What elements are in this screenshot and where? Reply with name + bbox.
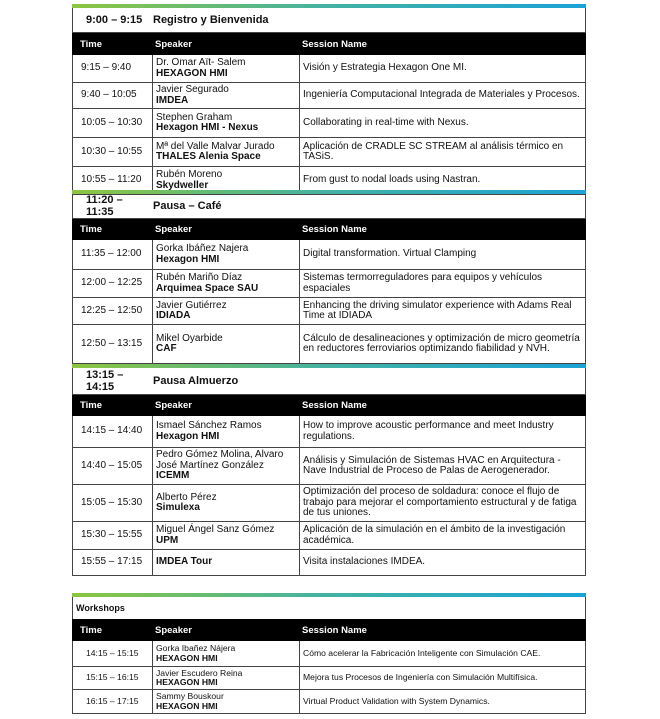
table-row	[72, 550, 586, 576]
speaker-org: IMDEA Tour	[156, 556, 213, 568]
speaker-name: Javier Gutiérrez	[156, 299, 227, 311]
row-session: Cómo acelerar la Fabricación Inteligente con Simulación CAE.	[303, 647, 541, 658]
speaker-org: IDIADA	[156, 310, 191, 321]
row-session: Visita instalaciones IMDEA.	[303, 556, 426, 568]
speaker-org: HEXAGON HMI	[156, 677, 218, 687]
table-row	[72, 690, 586, 714]
speaker-org: Hexagon HMI	[156, 430, 220, 442]
table-row	[72, 298, 586, 325]
table-row	[72, 325, 586, 364]
header-speaker: Speaker	[155, 38, 192, 50]
speaker-name: Gorka Ibáñez Najera	[156, 243, 249, 254]
row-speaker	[153, 690, 300, 713]
speaker-name: Gorka Ibañez Nájera	[156, 643, 236, 653]
band-label: Pausa Almuerzo	[153, 375, 239, 387]
row-time: 10:55 – 11:20	[73, 167, 153, 194]
header-speaker: Speaker	[155, 224, 192, 235]
row-time: 14:40 – 15:05	[73, 448, 153, 484]
header-time: Time	[80, 624, 103, 636]
table-header	[72, 33, 586, 55]
row-session: Digital transformation. Virtual Clamping	[303, 248, 477, 260]
row-time: 15:05 – 15:30	[73, 485, 153, 521]
band-label: Pausa – Café	[153, 200, 222, 212]
row-speaker	[153, 138, 300, 166]
speaker-org: Hexagon HMI - Nexus	[156, 122, 259, 133]
table-row	[72, 55, 586, 83]
table-row	[72, 485, 586, 522]
workshops-title: Workshops	[72, 597, 586, 619]
speaker-org: HEXAGON HMI	[156, 652, 218, 663]
speaker-org: Skydweller	[156, 179, 209, 191]
row-session: Aplicación de CRADLE SC STREAM al análisis térmico en TASiS.	[303, 140, 564, 162]
speaker-name: Javier Escudero Reina	[156, 667, 243, 678]
row-time: 10:30 – 10:55	[73, 138, 153, 166]
row-time: 9:15 – 9:40	[73, 55, 153, 82]
table-row	[72, 270, 586, 298]
speaker-name: Dr. Omar Aït- Salem	[156, 57, 246, 68]
speaker-org: CAF	[156, 343, 177, 354]
header-speaker: Speaker	[155, 400, 192, 411]
header-speaker: Speaker	[155, 624, 192, 636]
table-row	[72, 416, 586, 448]
row-session: Virtual Product Validation with System Dynamics.	[303, 695, 490, 706]
row-session: Visión y Estrategia Hexagon One MI.	[303, 62, 467, 74]
row-time: 12:25 – 12:50	[73, 298, 153, 324]
table-row	[72, 641, 586, 667]
speaker-org: Simulexa	[156, 502, 200, 513]
band-row	[72, 194, 586, 219]
speaker-org: THALES Alenia Space	[156, 151, 261, 162]
speaker-name: Sammy Bouskour	[156, 691, 224, 701]
speaker-org: Arquimea Space SAU	[156, 282, 259, 294]
row-speaker	[153, 270, 300, 297]
table-header	[72, 219, 586, 240]
row-time: 16:15 – 17:15	[73, 690, 153, 713]
speaker-name: Mikel Oyarbide	[156, 332, 223, 344]
speaker-org: Hexagon HMI	[156, 253, 220, 265]
row-speaker	[153, 522, 300, 549]
row-speaker	[153, 667, 300, 689]
row-speaker	[153, 240, 300, 269]
speaker-name: Rubén Moreno	[156, 169, 223, 180]
agenda-block-2	[72, 190, 586, 364]
row-session: How to improve acoustic performance and meet Industry regulations.	[303, 420, 554, 442]
band-row	[72, 368, 586, 395]
band-time: 13:15 – 14:15	[86, 369, 124, 393]
workshops-block	[72, 593, 586, 714]
row-speaker	[153, 298, 300, 324]
speaker-org: HEXAGON HMI	[156, 67, 228, 79]
speaker-org: UPM	[156, 534, 179, 546]
header-time: Time	[80, 38, 103, 50]
speaker-name: Mª del Valle Malvar Jurado	[156, 140, 275, 152]
agenda-block-3	[72, 364, 586, 576]
row-time: 12:00 – 12:25	[73, 270, 153, 297]
row-time: 15:15 – 16:15	[73, 667, 153, 689]
row-time: 12:50 – 13:15	[73, 325, 153, 363]
agenda-block-1	[72, 4, 586, 195]
speaker-name: Ismael Sánchez Ramos	[156, 420, 262, 431]
header-time: Time	[80, 400, 103, 411]
row-speaker	[153, 109, 300, 137]
row-session: Aplicación de la simulación en el ámbito de la investigación académica.	[303, 524, 566, 546]
row-speaker	[153, 55, 300, 82]
row-session: Optimización del proceso de soldadura: conoce el flujo de trabajo para mejorar el comportamiento estructural y de fatiga de tus uniones.	[303, 486, 577, 519]
row-session: Collaborating in real-time with Nexus.	[303, 116, 469, 128]
speaker-name: Javier Segurado	[156, 84, 229, 95]
speaker-org: IMDEA	[156, 94, 189, 106]
row-time: 14:15 – 14:40	[73, 416, 153, 447]
row-time: 15:55 – 17:15	[73, 550, 153, 575]
table-row	[72, 522, 586, 550]
table-row	[72, 240, 586, 270]
header-session: Session Name	[302, 400, 367, 411]
header-time: Time	[80, 224, 103, 235]
speaker-org: HEXAGON HMI	[156, 700, 218, 711]
speaker-name: Alberto Pérez	[156, 491, 217, 503]
table-row	[72, 667, 586, 690]
row-speaker	[153, 416, 300, 447]
row-speaker	[153, 550, 300, 575]
speaker-name: Stephen Graham	[156, 111, 233, 123]
row-speaker	[153, 83, 300, 108]
table-header	[72, 619, 586, 641]
row-session: Sistemas termorreguladores para equipos y vehículos espaciales	[303, 272, 543, 294]
row-time: 14:15 – 15:15	[73, 641, 153, 666]
header-session: Session Name	[302, 224, 367, 235]
row-session: Ingeniería Computacional Integrada de Materiales y Procesos.	[303, 89, 580, 101]
header-session: Session Name	[302, 624, 367, 636]
band-row	[72, 8, 586, 33]
row-speaker	[153, 325, 300, 363]
band-time: 11:20 – 11:35	[86, 194, 123, 218]
table-row	[72, 109, 586, 138]
row-time: 10:05 – 10:30	[73, 109, 153, 137]
row-session: Cálculo de desalineaciones y optimización de micro geometría en reductores ferroviarios optimizando fiabilidad y NVH.	[303, 332, 580, 354]
row-session: Análisis y Simulación de Sistemas HVAC en Arquitectura - Nave Industrial de Proceso de Palas de Aerogenerador.	[303, 454, 561, 476]
row-speaker	[153, 448, 300, 484]
header-session: Session Name	[302, 38, 367, 50]
row-time: 11:35 – 12:00	[73, 240, 153, 269]
row-session: Enhancing the driving simulator experience with Adams Real Time at IDIADA	[303, 299, 572, 321]
table-row	[72, 448, 586, 485]
speaker-name: Miguel Ángel Sanz Gómez	[156, 524, 275, 535]
speaker-name: Rubén Mariño Díaz	[156, 272, 243, 283]
row-time: 9:40 – 10:05	[73, 83, 153, 108]
band-label: Registro y Bienvenida	[153, 14, 269, 26]
row-session: From gust to nodal loads using Nastran.	[303, 174, 481, 186]
row-time: 15:30 – 15:55	[73, 522, 153, 549]
table-row	[72, 138, 586, 167]
table-header	[72, 395, 586, 416]
speaker-org: ICEMM	[156, 470, 190, 482]
speaker-name: Pedro Gómez Molina, Alvaro José Martínez González	[156, 449, 284, 471]
band-time: 9:00 – 9:15	[86, 14, 143, 26]
row-speaker	[153, 485, 300, 521]
row-speaker	[153, 641, 300, 666]
row-session: Mejora tus Procesos de Ingeniería con Simulación Multifísica.	[303, 672, 538, 683]
table-row	[72, 83, 586, 109]
